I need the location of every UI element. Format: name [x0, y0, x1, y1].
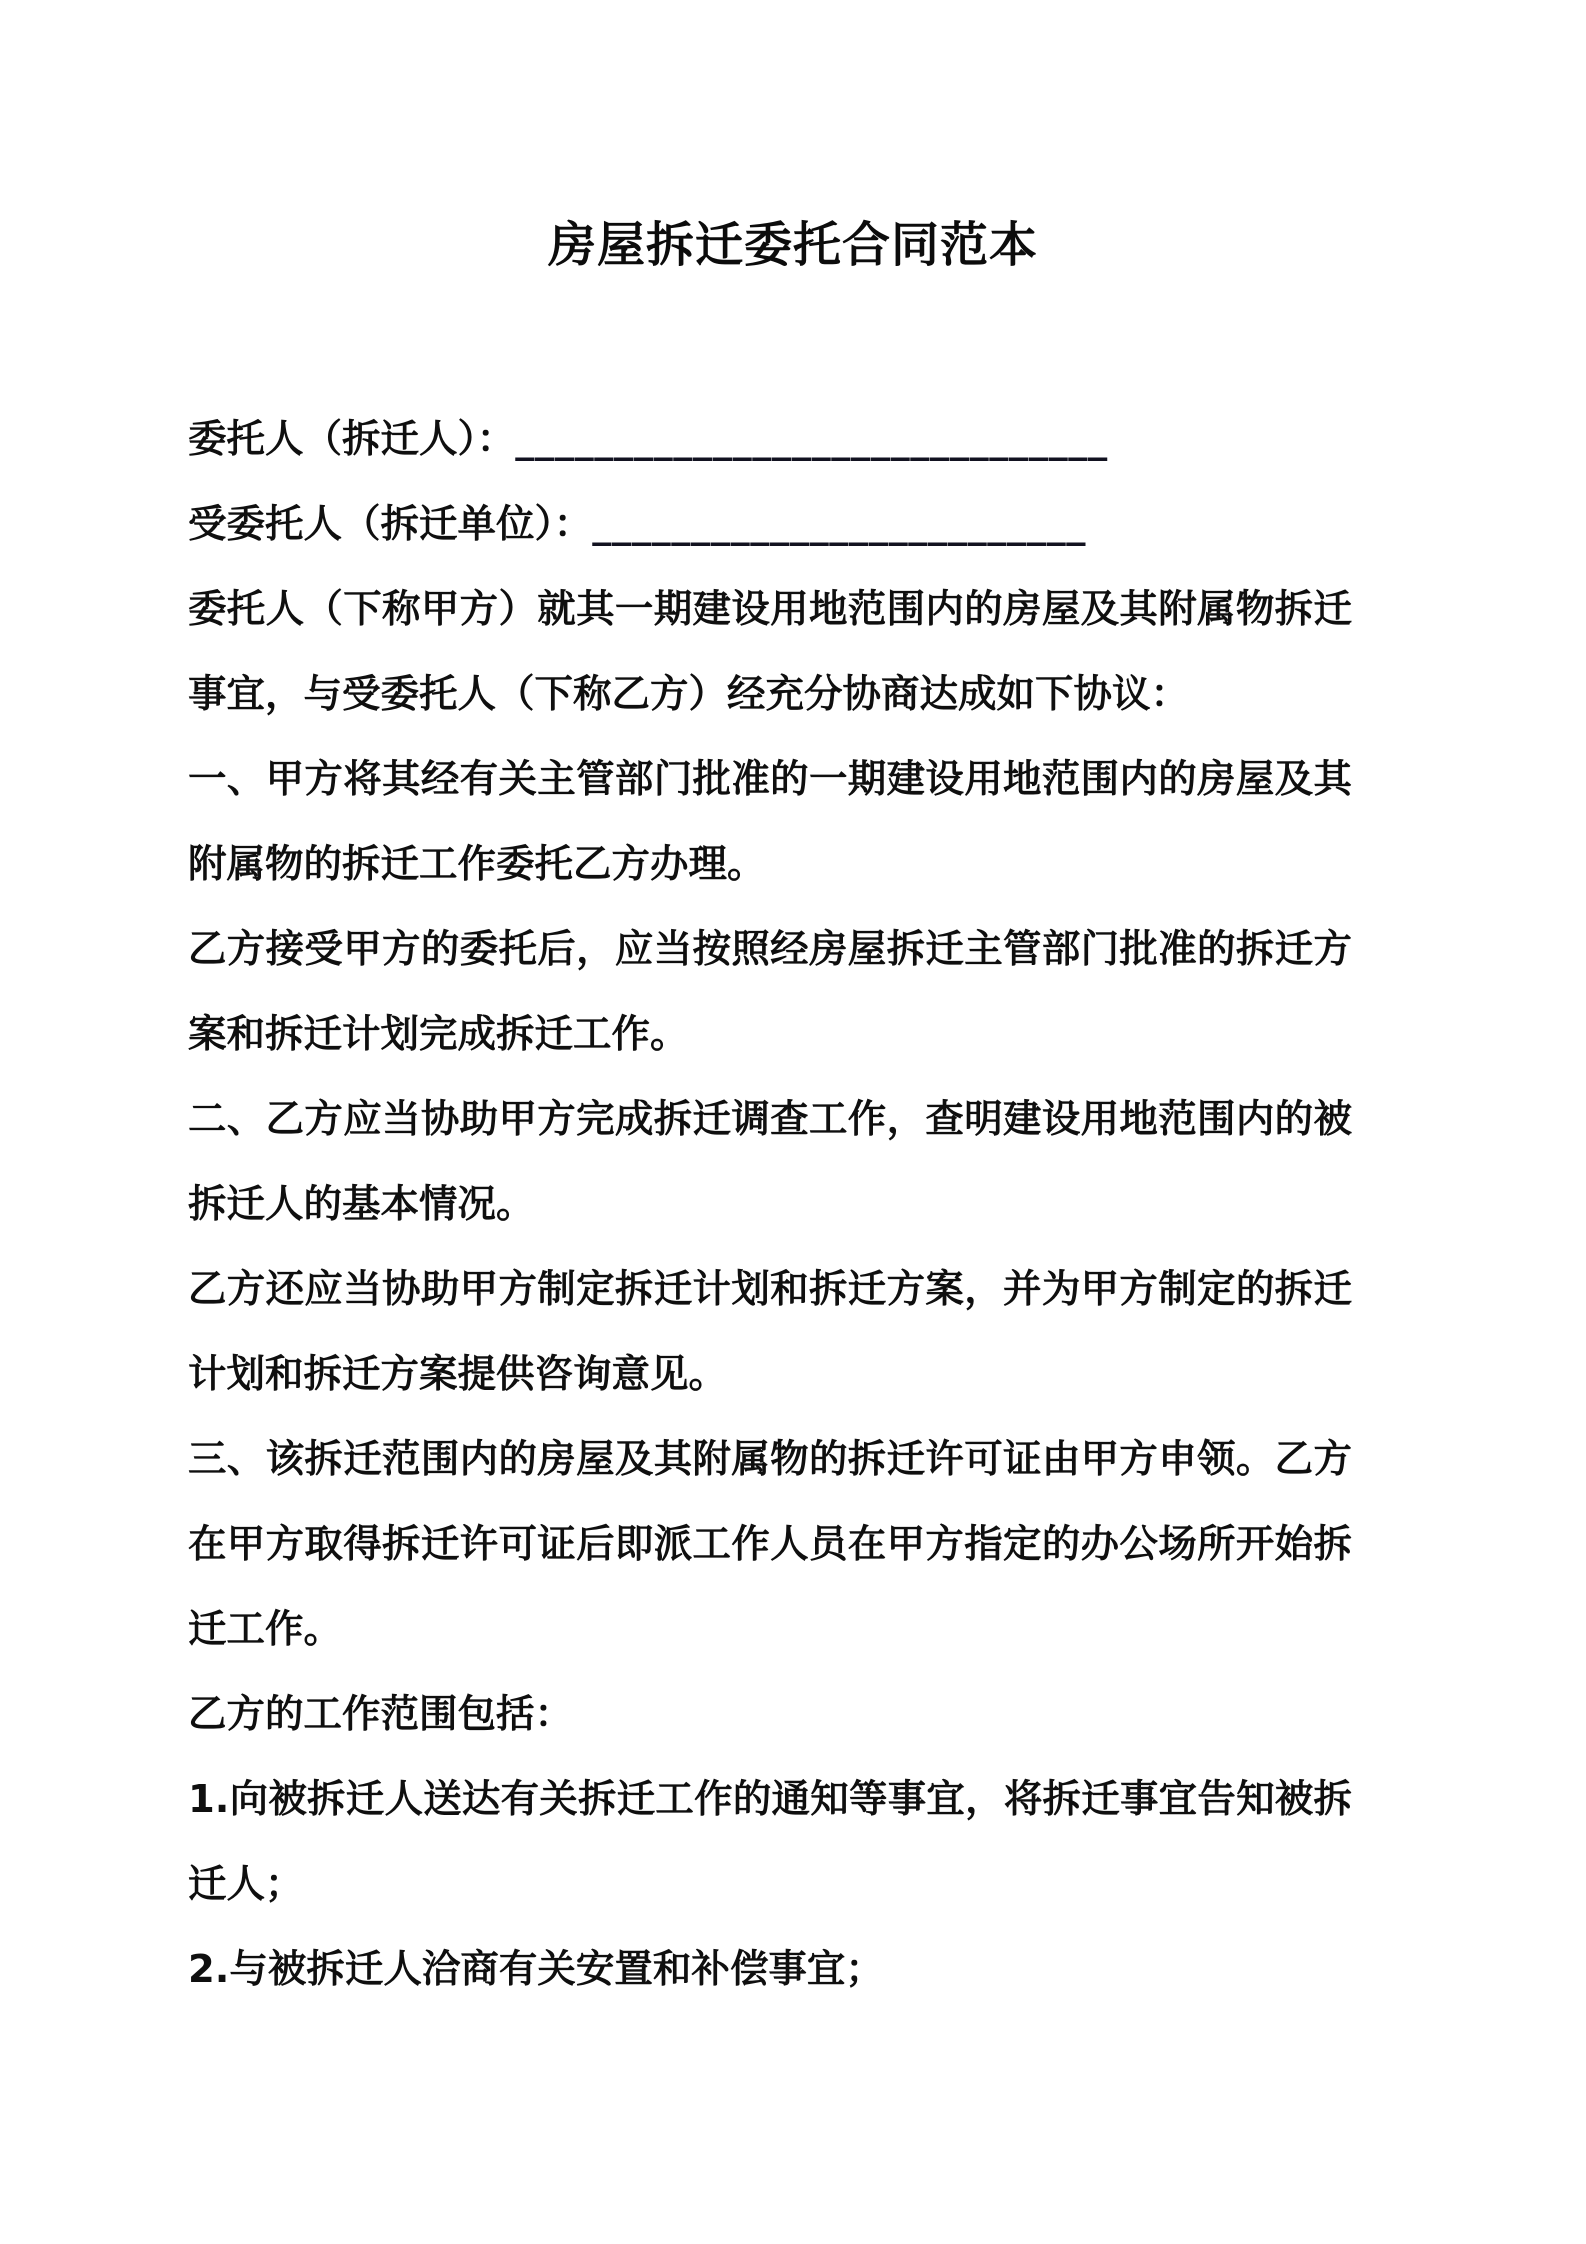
contract-paragraph-scope-item-1: 1.向被拆迁人送达有关拆迁工作的通知等事宜，将拆迁事宜告知被拆迁人； [188, 1777, 1352, 1907]
field-row-consignor [188, 397, 1352, 482]
contract-paragraph-clause-2-continued: 乙方还应当协助甲方制定拆迁计划和拆迁方案，并为甲方制定的拆迁计划和拆迁方案提供咨询意见。 [188, 1267, 1352, 1397]
contract-paragraph-preamble: 委托人（下称甲方）就其一期建设用地范围内的房屋及其附属物拆迁事宜，与受委托人（下称乙方）经充分协商达成如下协议： [188, 587, 1352, 717]
contract-paragraph-clause-1-continued: 乙方接受甲方的委托后，应当按照经房屋拆迁主管部门批准的拆迁方案和拆迁计划完成拆迁工作。 [188, 927, 1352, 1057]
contract-paragraph-clause-1: 一、甲方将其经有关主管部门批准的一期建设用地范围内的房屋及其附属物的拆迁工作委托乙方办理。 [188, 757, 1352, 887]
fill-in-blank-consignor: ______________________________ [515, 417, 1108, 462]
document-title: 房屋拆迁委托合同范本 [547, 217, 1038, 273]
contract-paragraph-scope-item-2: 2.与被拆迁人洽商有关安置和补偿事宜； [188, 1947, 884, 1992]
field-label-consignor: 委托人（拆迁人）： [188, 417, 516, 462]
contract-paragraph-scope-heading: 乙方的工作范围包括： [188, 1692, 574, 1737]
field-label-consignee: 受委托人（拆迁单位）： [188, 502, 593, 547]
contract-paragraph-clause-2: 二、乙方应当协助甲方完成拆迁调查工作，查明建设用地范围内的被拆迁人的基本情况。 [188, 1097, 1352, 1227]
fill-in-blank-consignee: _________________________ [592, 502, 1087, 547]
field-row-consignee [188, 482, 1352, 567]
document-body [0, 397, 1352, 2012]
contract-paragraph-clause-3: 三、该拆迁范围内的房屋及其附属物的拆迁许可证由甲方申领。乙方在甲方取得拆迁许可证后即派工作人员在甲方指定的办公场所开始拆迁工作。 [188, 1437, 1352, 1652]
